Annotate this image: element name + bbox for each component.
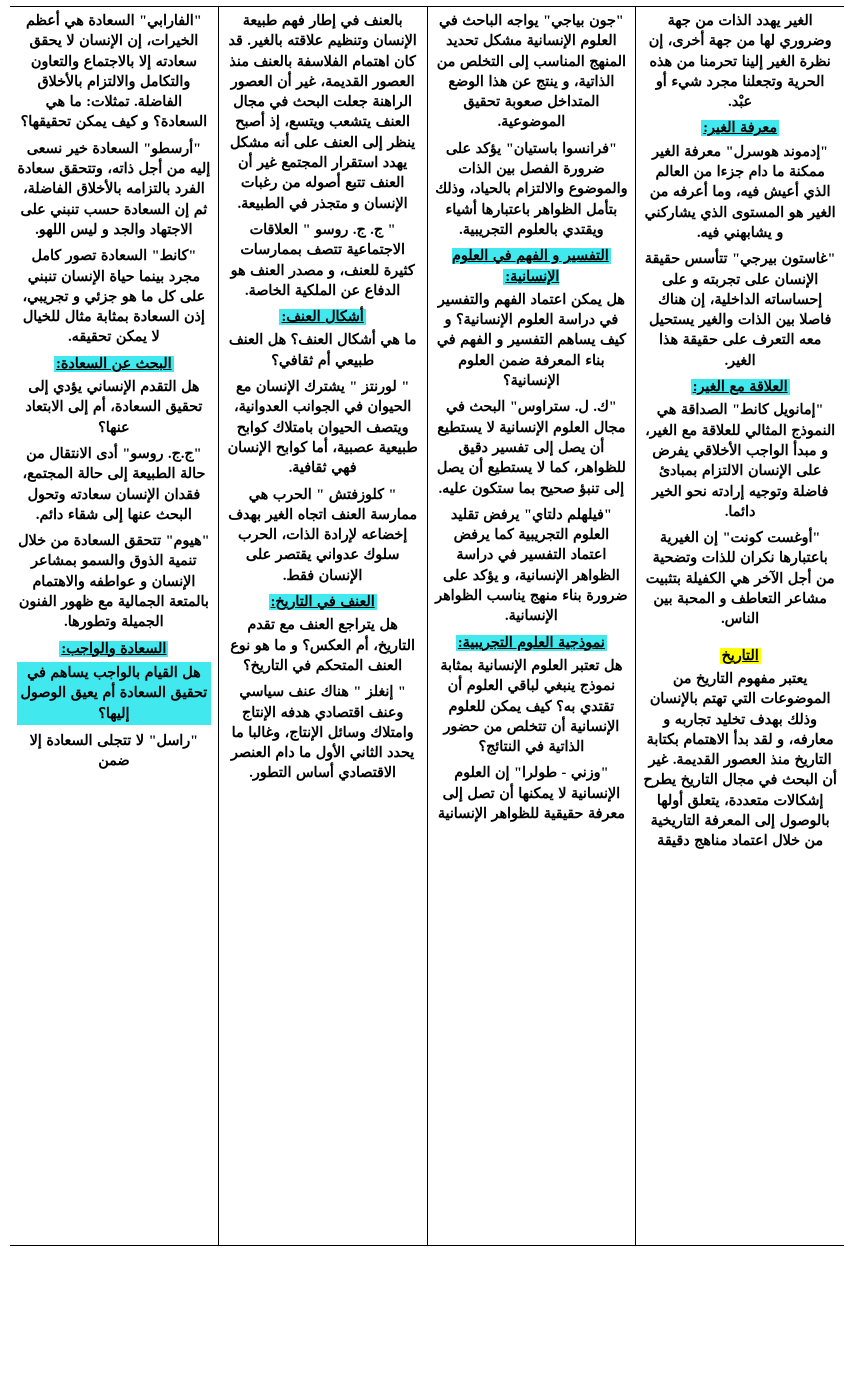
paragraph: "هيوم" تتحقق السعادة من خلال تنمية الذوق والسمو بمشاعر الإنسان و عواطفه والاهتمام بالمتعة الجمالية مع ظهور الفنون الجميلة وتطورها. [18,533,210,631]
paragraph: هل يتراجع العنف مع تقدم التاريخ، أم العكس؟ و ما هو نوع العنف المتحكم في التاريخ؟ [230,617,415,674]
section-heading [226,592,420,612]
section-heading [643,646,837,666]
paragraph: " لورنتز " يشترك الإنسان مع الحيوان في الجوانب العدوانية، ويتصف الحيوان بامتلاك كوابح طبيعية عصبية، أما كوابح الإنسان فهي ثقافية. [227,379,418,477]
section-heading-text: نموذجية العلوم التجريبية: [457,634,605,651]
section-heading-text: التاريخ [721,647,759,664]
section-heading [17,354,211,374]
four-column-sheet [10,6,844,1246]
paragraph: "الفارابي" السعادة هي أعظم الخيرات، إن الإنسان لا يحقق سعادته إلا بالاجتماع والتعاون والتكامل والالتزام بالأخلاق الفاضلة. تمثلات: ما هي السعادة؟ و كيف يمكن تحقيقها؟ [20,13,208,131]
paragraph: " كلوزفتش " الحرب هي ممارسة العنف اتجاه الغير بهدف إخضاعه لإرادة الذات، الحرب سلوك عدواني يقتصر على الإنسان فقط. [228,486,418,584]
paragraph: "إدموند هوسرل" معرفة الغير ممكنة ما دام جزءا من العالم الذي أعيش فيه، وما أعرفه من الغير هو المستوى الذي يشاركني و يشابهني فيه. [644,143,836,241]
paragraph: "فرانسوا باستيان" يؤكد على ضرورة الفصل بين الذات والموضوع والالتزام بالحياد، وذلك بتأمل الظواهر باعتبارها أشياء ويقتدي بالعلوم التجريبية. [435,140,628,238]
section-heading-text: معرفة الغير: [703,120,777,137]
section-heading [643,118,837,138]
paragraph: "فيلهلم دلتاي" يرفض تقليد العلوم التجريبية كما يرفض اعتماد التفسير في دراسة الظواهر الإنسانية، و يؤكد على ضرورة بناء منهج يناسب الظواهر الإنسانية. [435,506,628,625]
paragraph: " إنغلز " هناك عنف سياسي وعنف اقتصادي هدفه الإنتاج وامتلاك وسائل الإنتاج، وغالبا ما يحدد الثاني الأول ما دام العنصر الاقتصادي أساس التطور. [230,684,415,782]
paragraph: "ج.ج. روسو" أدى الانتقال من حالة الطبيعة إلى حالة المجتمع، فقدان الإنسان سعادته وتحول البحث عنها إلى شقاء دائم. [22,445,206,523]
paragraph: هل تعتبر العلوم الإنسانية بمثابة نموذج ينبغي لباقي العلوم أن تقتدي به؟ كيف يمكن للعلوم الإنسانية أن تتخلص من حضور الذاتية في النتائج؟ [440,657,623,756]
paragraph: ما هي أشكال العنف؟ هل العنف طبيعي أم ثقافي؟ [228,332,417,369]
paragraph: "أوغست كونت" إن الغيرية باعتبارها نكران للذات وتضحية من أجل الآخر هي الكفيلة بتثبيت مشاعر التعاطف و المحبة بين الناس. [645,530,835,628]
section-heading [435,246,629,287]
highlighted-question-text: هل القيام بالواجب يساهم في تحقيق السعادة أم يعيق الوصول إليها؟ [17,662,211,725]
section-heading [643,377,837,397]
paragraph: يعتبر مفهوم التاريخ من الموضوعات التي تهتم بالإنسان وذلك بهدف تخليد تجاربه و معارفه، و لقد بدأ الاهتمام بكتابة التاريخ منذ العصور القديمة. غير أن البحث في مجال التاريخ يطرح إشكالات متعددة، يتعلق أولها بالوصول إلى المعرفة التاريخية من خلال اعتماد مناهج دقيقة [643,670,837,850]
section-heading-text: البحث عن السعادة: [56,355,172,372]
section-heading [226,307,420,327]
section-heading-text: العنف في التاريخ: [270,594,375,611]
section-heading-text: السعادة والواجب: [61,640,167,657]
spacer [643,636,837,646]
paragraph: "أرسطو" السعادة خير نسعى إليه من أجل ذاته، وتتحقق سعادة الفرد بالتزامه بالأخلاق الفاضلة، ثم إن السعادة حسب تنبني على الاجتهاد والجد و ليس اللهو. [17,140,211,238]
section-heading-text: العلاقة مع الغير: [692,379,788,396]
paragraph: "كانط" السعادة تصور كامل مجرد بينما حياة الإنسان تنبني على كل ما هو جزئي و تجريبي، إذن السعادة بمثابة مثال للخيال لا يمكن تحقيقه. [22,248,206,346]
column-left [10,7,218,1245]
paragraph: "جون بياجي" يواجه الباحث في العلوم الإنسانية مشكل تحديد المنهج المناسب إلى التخلص من الذاتية، و ينتج عن هذا الوضع المتداخل صعوبة تحقيق الموضوعية. [436,13,626,131]
paragraph: هل التقدم الإنساني يؤدي إلى تحقيق السعادة، أم إلى الابتعاد عنها؟ [25,379,203,436]
paragraph: " ج. ج. روسو " العلاقات الاجتماعية تتصف بممارسات كثيرة للعنف، و مصدر العنف هو الدفاع عن الملكية الخاصة. [230,221,415,299]
paragraph: الغير يهدد الذات من جهة وضروري لها من جهة أخرى، إن نظرة الغير إلينا تحرمنا من هذه الحرية وتجعلنا مجرد شيء أو عبْد. [648,13,832,111]
paragraph: "غاستون بيرجي" تتأسس حقيقة الإنسان على تجربته و على إحساساته الداخلية، إن هناك فاصلا بين الذات والغير يستحيل معه التعرف على حقيقة هذا الغير. [644,251,836,369]
paragraph: "وزني - طولرا" إن العلوم الإنسانية لا يمكنها أن تصل إلى معرفة حقيقية للظواهر الإنسانية [437,765,625,822]
paragraph: "راسل" لا تتجلى السعادة إلا ضمن [29,732,199,770]
column-two [427,7,636,1245]
column-three [218,7,427,1245]
column-right [635,7,844,1245]
section-heading-text: التفسير و الفهم في العلوم الإنسانية: [452,248,609,285]
highlighted-question [17,662,211,725]
section-heading [435,633,629,653]
section-heading-text: أشكال العنف: [281,309,364,326]
paragraph: "إمانويل كانط" الصداقة هي النموذج المثالي للعلاقة مع الغير، و مبدأ الواجب الأخلاقي يفرض على الإنسان الالتزام بمبادئ فاضلة وتوجيه إرادته نحو الخير دائما. [645,402,836,520]
paragraph: بالعنف في إطار فهم طبيعة الإنسان وتنظيم علاقته بالغير. قد كان اهتمام الفلاسفة بالعنف منذ العصور القديمة، غير أن العصور الراهنة جعلت البحث في مجال العنف يتشعب ويتسع، إذ أصبح ينظر إلى العنف على أنه مشكل يهدد استقرار المجتمع غير أن العنف تتبع أصوله من رغبات الإنسان و متجذر في الطبيعة. [228,13,417,212]
paragraph: هل يمكن اعتماد الفهم والتفسير في دراسة العلوم الإنسانية؟ و كيف يساهم التفسير و الفهم في بناء المعرفة ضمن العلوم الإنسانية؟ [436,291,626,390]
section-heading [17,639,211,659]
paragraph: "ك. ل. ستراوس" البحث في مجال العلوم الإنسانية لا يستطيع أن يصل إلى تفسير دقيق للظواهر، كما لا يستطيع أن يصل إلى تنبؤ صحيح بما ستكون عليه. [436,399,626,497]
